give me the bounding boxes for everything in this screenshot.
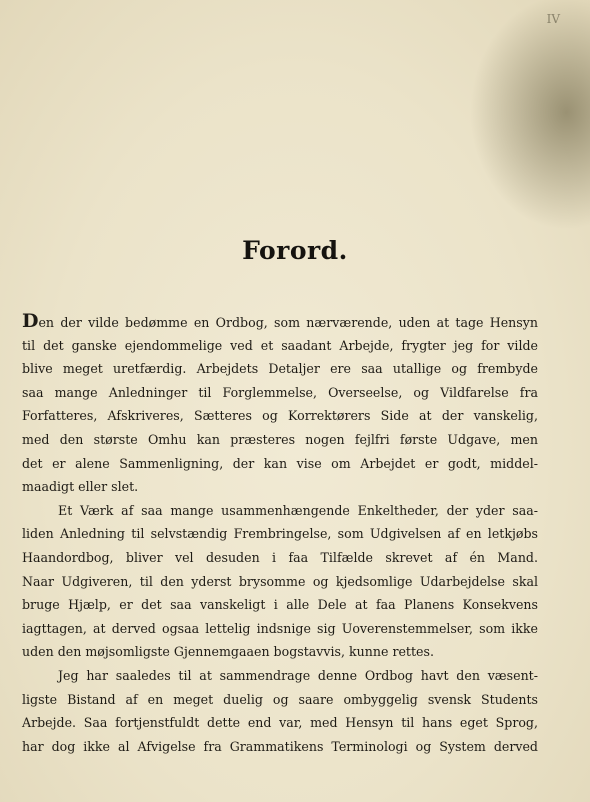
text-line: Forfatteres, Afskriveres, Sætteres og Korrektørers Side at der vanskelig, <box>22 408 538 424</box>
text-line: iagttagen, at derved ogsaa lettelig indsnige sig Uoverenstemmelser, som ikke <box>22 620 538 636</box>
text-line: med den største Omhu kan præsteres nogen fejlfri første Udgave, men <box>22 431 538 447</box>
text-line: Haandordbog, bliver vel desuden i faa Tilfælde skrevet af én Mand. <box>22 549 538 565</box>
text-line: saa mange Anledninger til Forglemmelse, Overseelse, og Vildfarelse fra <box>22 384 538 400</box>
text-line: Jeg har saaledes til at sammendrage denne Ordbog havt den væsent- <box>58 667 538 683</box>
text-line: Den der vilde bedømme en Ordbog, som nærværende, uden at tage Hensyn <box>22 310 538 332</box>
page-number: IV <box>546 12 560 26</box>
preface-body <box>22 310 538 758</box>
text-line: blive meget uretfærdig. Arbejdets Detaljer ere saa utallige og frembyde <box>22 361 538 377</box>
text-line: uden den møjsomligste Gjennemgaaen bogstavvis, kunne rettes. <box>22 644 434 660</box>
text-line: det er alene Sammenligning, der kan vise om Arbejdet er godt, middel- <box>22 455 538 471</box>
text-line: liden Anledning til selvstændig Frembringelse, som Udgivelsen af en letkjøbs <box>22 526 538 542</box>
text-line: bruge Hjælp, er det saa vanskeligt i alle Dele at faa Planens Konsekvens <box>22 597 538 613</box>
text-line: Naar Udgiveren, til den yderst brysomme og kjedsomlige Udarbejdelse skal <box>22 573 538 589</box>
text-line: Et Værk af saa mange usammenhængende Enkeltheder, der yder saa- <box>58 502 538 518</box>
text-line: ligste Bistand af en meget duelig og saare ombyggelig svensk Students <box>22 691 538 707</box>
text-line: til det ganske ejendommelige ved et saadant Arbejde, frygter jeg for vilde <box>22 337 538 353</box>
drop-cap: D <box>22 310 39 332</box>
text-line: maadigt eller slet. <box>22 479 139 495</box>
text-line: har dog ikke al Afvigelse fra Grammatikens Terminologi og System derved <box>22 738 538 754</box>
text-line: Arbejde. Saa fortjenstfuldt dette end var, med Hensyn til hans eget Sprog, <box>22 715 538 731</box>
page-title: Forord. <box>242 236 348 265</box>
